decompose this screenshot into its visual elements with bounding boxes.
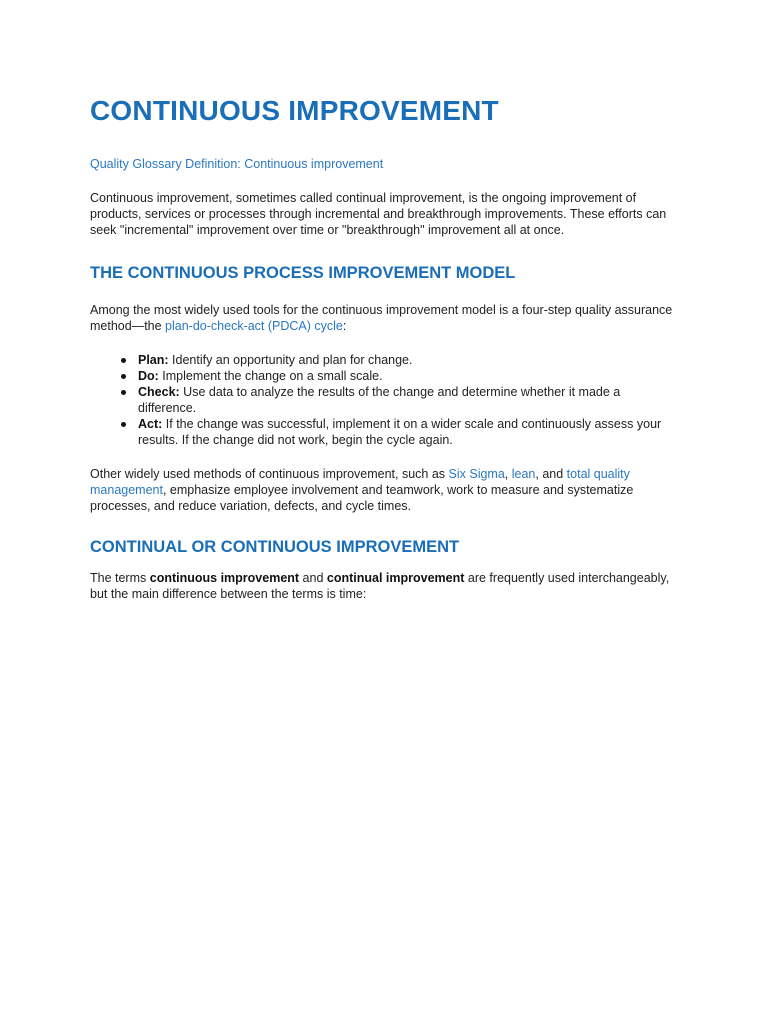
step-term: Do: (138, 369, 159, 383)
pdca-cycle-link[interactable]: plan-do-check-act (PDCA) cycle (165, 319, 343, 333)
pdca-steps-list (90, 352, 678, 448)
other-methods-paragraph (90, 466, 678, 514)
model-section-heading: THE CONTINUOUS PROCESS IMPROVEMENT MODEL (90, 264, 516, 282)
other-text-1: Other widely used methods of continuous improvement, such as (90, 467, 449, 481)
list-item (138, 368, 678, 384)
bullet-icon (121, 390, 126, 395)
other-text-3: , and (535, 467, 567, 481)
step-text: Use data to analyze the results of the change and determine whether it made a difference. (138, 385, 621, 415)
step-text: Implement the change on a small scale. (158, 369, 383, 383)
glossary-definition-link[interactable]: Quality Glossary Definition: Continuous improvement (90, 157, 384, 171)
terms-paragraph (90, 570, 678, 602)
total-quality-management-link[interactable]: total quality management (90, 467, 630, 497)
step-term: Act: (138, 417, 163, 431)
step-text: If the change was successful, implement it on a wider scale and continuously assess your results. If the change did not work, begin the cycle again. (138, 417, 662, 447)
tools-text-after: : (342, 319, 347, 333)
bullet-icon (121, 374, 126, 379)
terms-text-3: are frequently used interchangeably, but the main difference between the terms is time: (90, 571, 670, 601)
term-continuous-improvement: continuous improvement (149, 571, 300, 585)
list-item (138, 384, 678, 416)
list-item (138, 416, 678, 448)
six-sigma-link[interactable]: Six Sigma (448, 467, 505, 481)
bullet-icon (121, 358, 126, 363)
other-text-2: , (504, 467, 512, 481)
term-continual-improvement: continual improvement (326, 571, 465, 585)
list-item (138, 352, 678, 368)
tools-paragraph (90, 302, 678, 334)
other-text-4: , emphasize employee involvement and teamwork, work to measure and systematize processes, and reduce variation, defects, and cycle times. (90, 483, 634, 513)
step-term: Plan: (138, 353, 169, 367)
step-term: Check: (138, 385, 180, 399)
lean-link[interactable]: lean (511, 467, 536, 481)
intro-paragraph: Continuous improvement, sometimes called continual improvement, is the ongoing improvement of products, services or processes through incremental and breakthrough improvements. These efforts can seek "incremental" improvement over time or "breakthrough" improvement all at once. (90, 191, 667, 237)
terms-text-1: The terms (90, 571, 150, 585)
tools-text-before: Among the most widely used tools for the continuous improvement model is a four-step quality assurance method—the (90, 303, 673, 333)
page-title: CONTINUOUS IMPROVEMENT (90, 95, 499, 126)
continual-section-heading: CONTINUAL OR CONTINUOUS IMPROVEMENT (90, 538, 460, 556)
step-text: Identify an opportunity and plan for change. (168, 353, 413, 367)
terms-text-2: and (299, 571, 327, 585)
bullet-icon (121, 422, 126, 427)
